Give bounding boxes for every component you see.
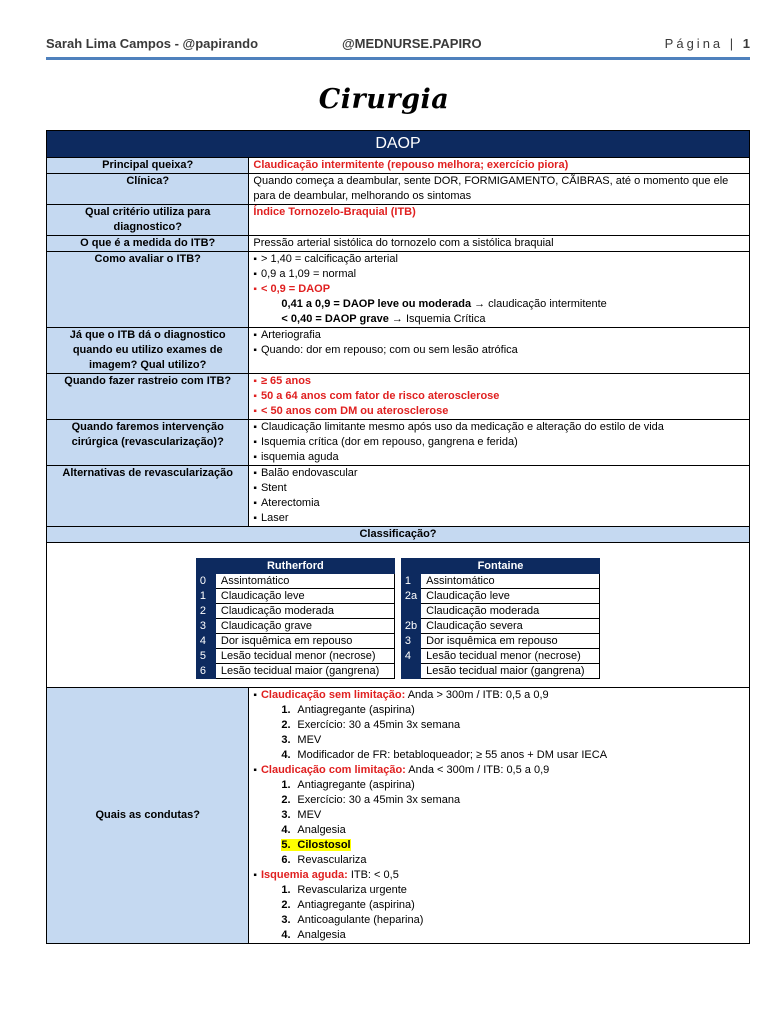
- list-item-highlighted: [253, 838, 745, 853]
- answer-cell: Índice Tornozelo-Braquial (ITB): [249, 205, 750, 236]
- rutherford-description: Dor isquêmica em repouso: [215, 634, 394, 649]
- question-cell: Qual critério utiliza para diagnostico?: [47, 205, 249, 236]
- list-item: 3. Anticoagulante (heparina): [281, 914, 424, 926]
- classification-heading: Classificação?: [47, 527, 750, 543]
- answer-cell: [249, 252, 750, 328]
- sub-item-bold: < 0,40 = DAOP grave →: [281, 313, 403, 325]
- classification-cell: [47, 543, 750, 688]
- rutherford-grade: 5: [196, 649, 215, 664]
- table-row: [47, 252, 750, 328]
- rutherford-description: Lesão tecidual maior (gangrena): [215, 664, 394, 679]
- question-cell: Quando fazer rastreio com ITB?: [47, 374, 249, 420]
- question-cell: Quais as condutas?: [47, 688, 249, 944]
- rutherford-grade: 3: [196, 619, 215, 634]
- sub-item-text: Isquemia Crítica: [402, 313, 486, 325]
- list-item: ▪ Arteriografia: [253, 328, 745, 343]
- list-item: 1. Revasculariza urgente: [281, 884, 407, 896]
- list-item: ▪ isquemia aguda: [253, 450, 745, 465]
- list-item: ▪ Laser: [253, 511, 745, 526]
- list-item: ▪ Balão endovascular: [253, 466, 745, 481]
- list-item: 3. MEV: [281, 734, 322, 746]
- classification-table-row: [196, 649, 599, 664]
- rutherford-grade: 0: [196, 574, 215, 589]
- answer-cell: Pressão arterial sistólica do tornozelo com a sistólica braquial: [249, 236, 750, 252]
- classification-table: [196, 558, 600, 679]
- page-indicator: [665, 36, 750, 51]
- group-title: Claudicação com limitação:: [260, 764, 406, 776]
- answer-cell: [249, 420, 750, 466]
- table-row: [47, 374, 750, 420]
- list-item: 4. Analgesia: [281, 929, 346, 941]
- rutherford-grade: 6: [196, 664, 215, 679]
- sub-item-text: claudicação intermitente: [485, 298, 607, 310]
- list-item: ▪ Quando: dor em repouso; com ou sem lesão atrófica: [253, 343, 745, 358]
- classification-table-row: [196, 574, 599, 589]
- answer-cell: [249, 374, 750, 420]
- group-title: Claudicação sem limitação:: [260, 689, 406, 701]
- question-cell: Já que o ITB dá o diagnostico quando eu utilizo exames de imagem? Qual utilizo?: [47, 328, 249, 374]
- rutherford-header: Rutherford: [196, 559, 394, 574]
- highlighted-item: 5. Cilostosol: [281, 839, 351, 851]
- author-name: Sarah Lima Campos - @papirando: [46, 36, 259, 51]
- page-number: 1: [742, 36, 750, 51]
- list-item: 3. MEV: [281, 809, 322, 821]
- list-item: 6. Revasculariza: [281, 854, 367, 866]
- list-item: 2. Exercício: 30 a 45min 3x semana: [281, 794, 461, 806]
- question-cell: Quando faremos intervenção cirúrgica (revascularização)?: [47, 420, 249, 466]
- list-item: ▪ < 0,9 = DAOP: [253, 282, 745, 297]
- fontaine-description: Assintomático: [421, 574, 600, 589]
- table-row: [47, 174, 750, 205]
- fontaine-header: Fontaine: [401, 559, 599, 574]
- answer-cell: [249, 688, 750, 944]
- list-item: ▪ Isquemia crítica (dor em repouso, gangrena e ferida): [253, 435, 745, 450]
- fontaine-stage: 2b: [401, 619, 420, 634]
- classification-row: [47, 543, 750, 688]
- rutherford-grade: 2: [196, 604, 215, 619]
- list-item: ▪ > 1,40 = calcificação arterial: [253, 252, 745, 267]
- answer-cell: [249, 328, 750, 374]
- list-item: ▪ Aterectomia: [253, 496, 745, 511]
- list-item: 1. Antiagregante (aspirina): [281, 704, 415, 716]
- classification-table-row: [196, 634, 599, 649]
- instagram-handle: @MEDNURSE.PAPIRO: [342, 36, 482, 51]
- list-item: 4. Analgesia: [281, 824, 346, 836]
- fontaine-stage: [401, 664, 420, 679]
- classification-table-row: [196, 589, 599, 604]
- table-row: [47, 158, 750, 174]
- list-item: ▪ 50 a 64 anos com fator de risco aterosclerose: [253, 389, 745, 404]
- classification-table-row: [196, 604, 599, 619]
- header-divider: [46, 57, 750, 60]
- page-title: Cirurgia: [318, 84, 450, 115]
- group-heading: [253, 763, 745, 778]
- topic-header: DAOP: [47, 131, 750, 158]
- fontaine-description: Claudicação moderada: [421, 604, 600, 619]
- answer-cell: Quando começa a deambular, sente DOR, FORMIGAMENTO, CÃIBRAS, até o momento que ele para de deambular, melhorando os sintomas: [249, 174, 750, 205]
- group-detail: ITB: < 0,5: [347, 869, 399, 881]
- sub-item-bold: 0,41 a 0,9 = DAOP leve ou moderada →: [281, 298, 486, 310]
- answer-cell: [249, 466, 750, 527]
- table-row: [47, 466, 750, 527]
- table-row: [47, 328, 750, 374]
- fontaine-description: Lesão tecidual menor (necrose): [421, 649, 600, 664]
- list-item: ▪ ≥ 65 anos: [253, 374, 745, 389]
- page-header: [46, 34, 750, 54]
- group-heading: [253, 868, 745, 883]
- rutherford-description: Assintomático: [215, 574, 394, 589]
- question-cell: Alternativas de revascularização: [47, 466, 249, 527]
- rutherford-description: Claudicação moderada: [215, 604, 394, 619]
- table-row: [47, 420, 750, 466]
- group-heading: [253, 688, 745, 703]
- rutherford-grade: 4: [196, 634, 215, 649]
- daop-table: [46, 130, 750, 944]
- page-label: Página |: [664, 36, 737, 51]
- list-item: 4. Modificador de FR: betabloqueador; ≥ 55 anos + DM usar IECA: [281, 749, 608, 761]
- fontaine-description: Claudicação severa: [421, 619, 600, 634]
- group-detail: Anda < 300m / ITB: 0,5 a 0,9: [405, 764, 550, 776]
- fontaine-stage: 4: [401, 649, 420, 664]
- rutherford-description: Lesão tecidual menor (necrose): [215, 649, 394, 664]
- classification-table-row: [196, 664, 599, 679]
- rutherford-description: Claudicação grave: [215, 619, 394, 634]
- list-item: 1. Antiagregante (aspirina): [281, 779, 415, 791]
- list-item: ▪ Stent: [253, 481, 745, 496]
- list-item: ▪ < 50 anos com DM ou aterosclerose: [253, 404, 745, 419]
- topic-row: [47, 131, 750, 158]
- rutherford-description: Claudicação leve: [215, 589, 394, 604]
- list-item: 2. Antiagregante (aspirina): [281, 899, 415, 911]
- fontaine-description: Claudicação leve: [421, 589, 600, 604]
- group-title: Isquemia aguda:: [260, 869, 348, 881]
- fontaine-stage: [401, 604, 420, 619]
- sub-item: [253, 297, 745, 312]
- question-cell: O que é a medida do ITB?: [47, 236, 249, 252]
- classification-table-row: [196, 619, 599, 634]
- question-cell: Principal queixa?: [47, 158, 249, 174]
- list-item: ▪ 0,9 a 1,09 = normal: [253, 267, 745, 282]
- table-row: [47, 688, 750, 944]
- fontaine-stage: 2a: [401, 589, 420, 604]
- fontaine-description: Dor isquêmica em repouso: [421, 634, 600, 649]
- table-row: [47, 236, 750, 252]
- list-item: 2. Exercício: 30 a 45min 3x semana: [281, 719, 461, 731]
- group-detail: Anda > 300m / ITB: 0,5 a 0,9: [405, 689, 549, 701]
- fontaine-stage: 1: [401, 574, 420, 589]
- answer-cell: Claudicação intermitente (repouso melhora; exercício piora): [249, 158, 750, 174]
- list-item: ▪ Claudicação limitante mesmo após uso da medicação e alteração do estilo de vida: [253, 420, 745, 435]
- classification-header-row: [47, 527, 750, 543]
- sub-item: [253, 312, 745, 327]
- fontaine-stage: 3: [401, 634, 420, 649]
- question-cell: Clínica?: [47, 174, 249, 205]
- fontaine-description: Lesão tecidual maior (gangrena): [421, 664, 600, 679]
- table-row: [47, 205, 750, 236]
- question-cell: Como avaliar o ITB?: [47, 252, 249, 328]
- rutherford-grade: 1: [196, 589, 215, 604]
